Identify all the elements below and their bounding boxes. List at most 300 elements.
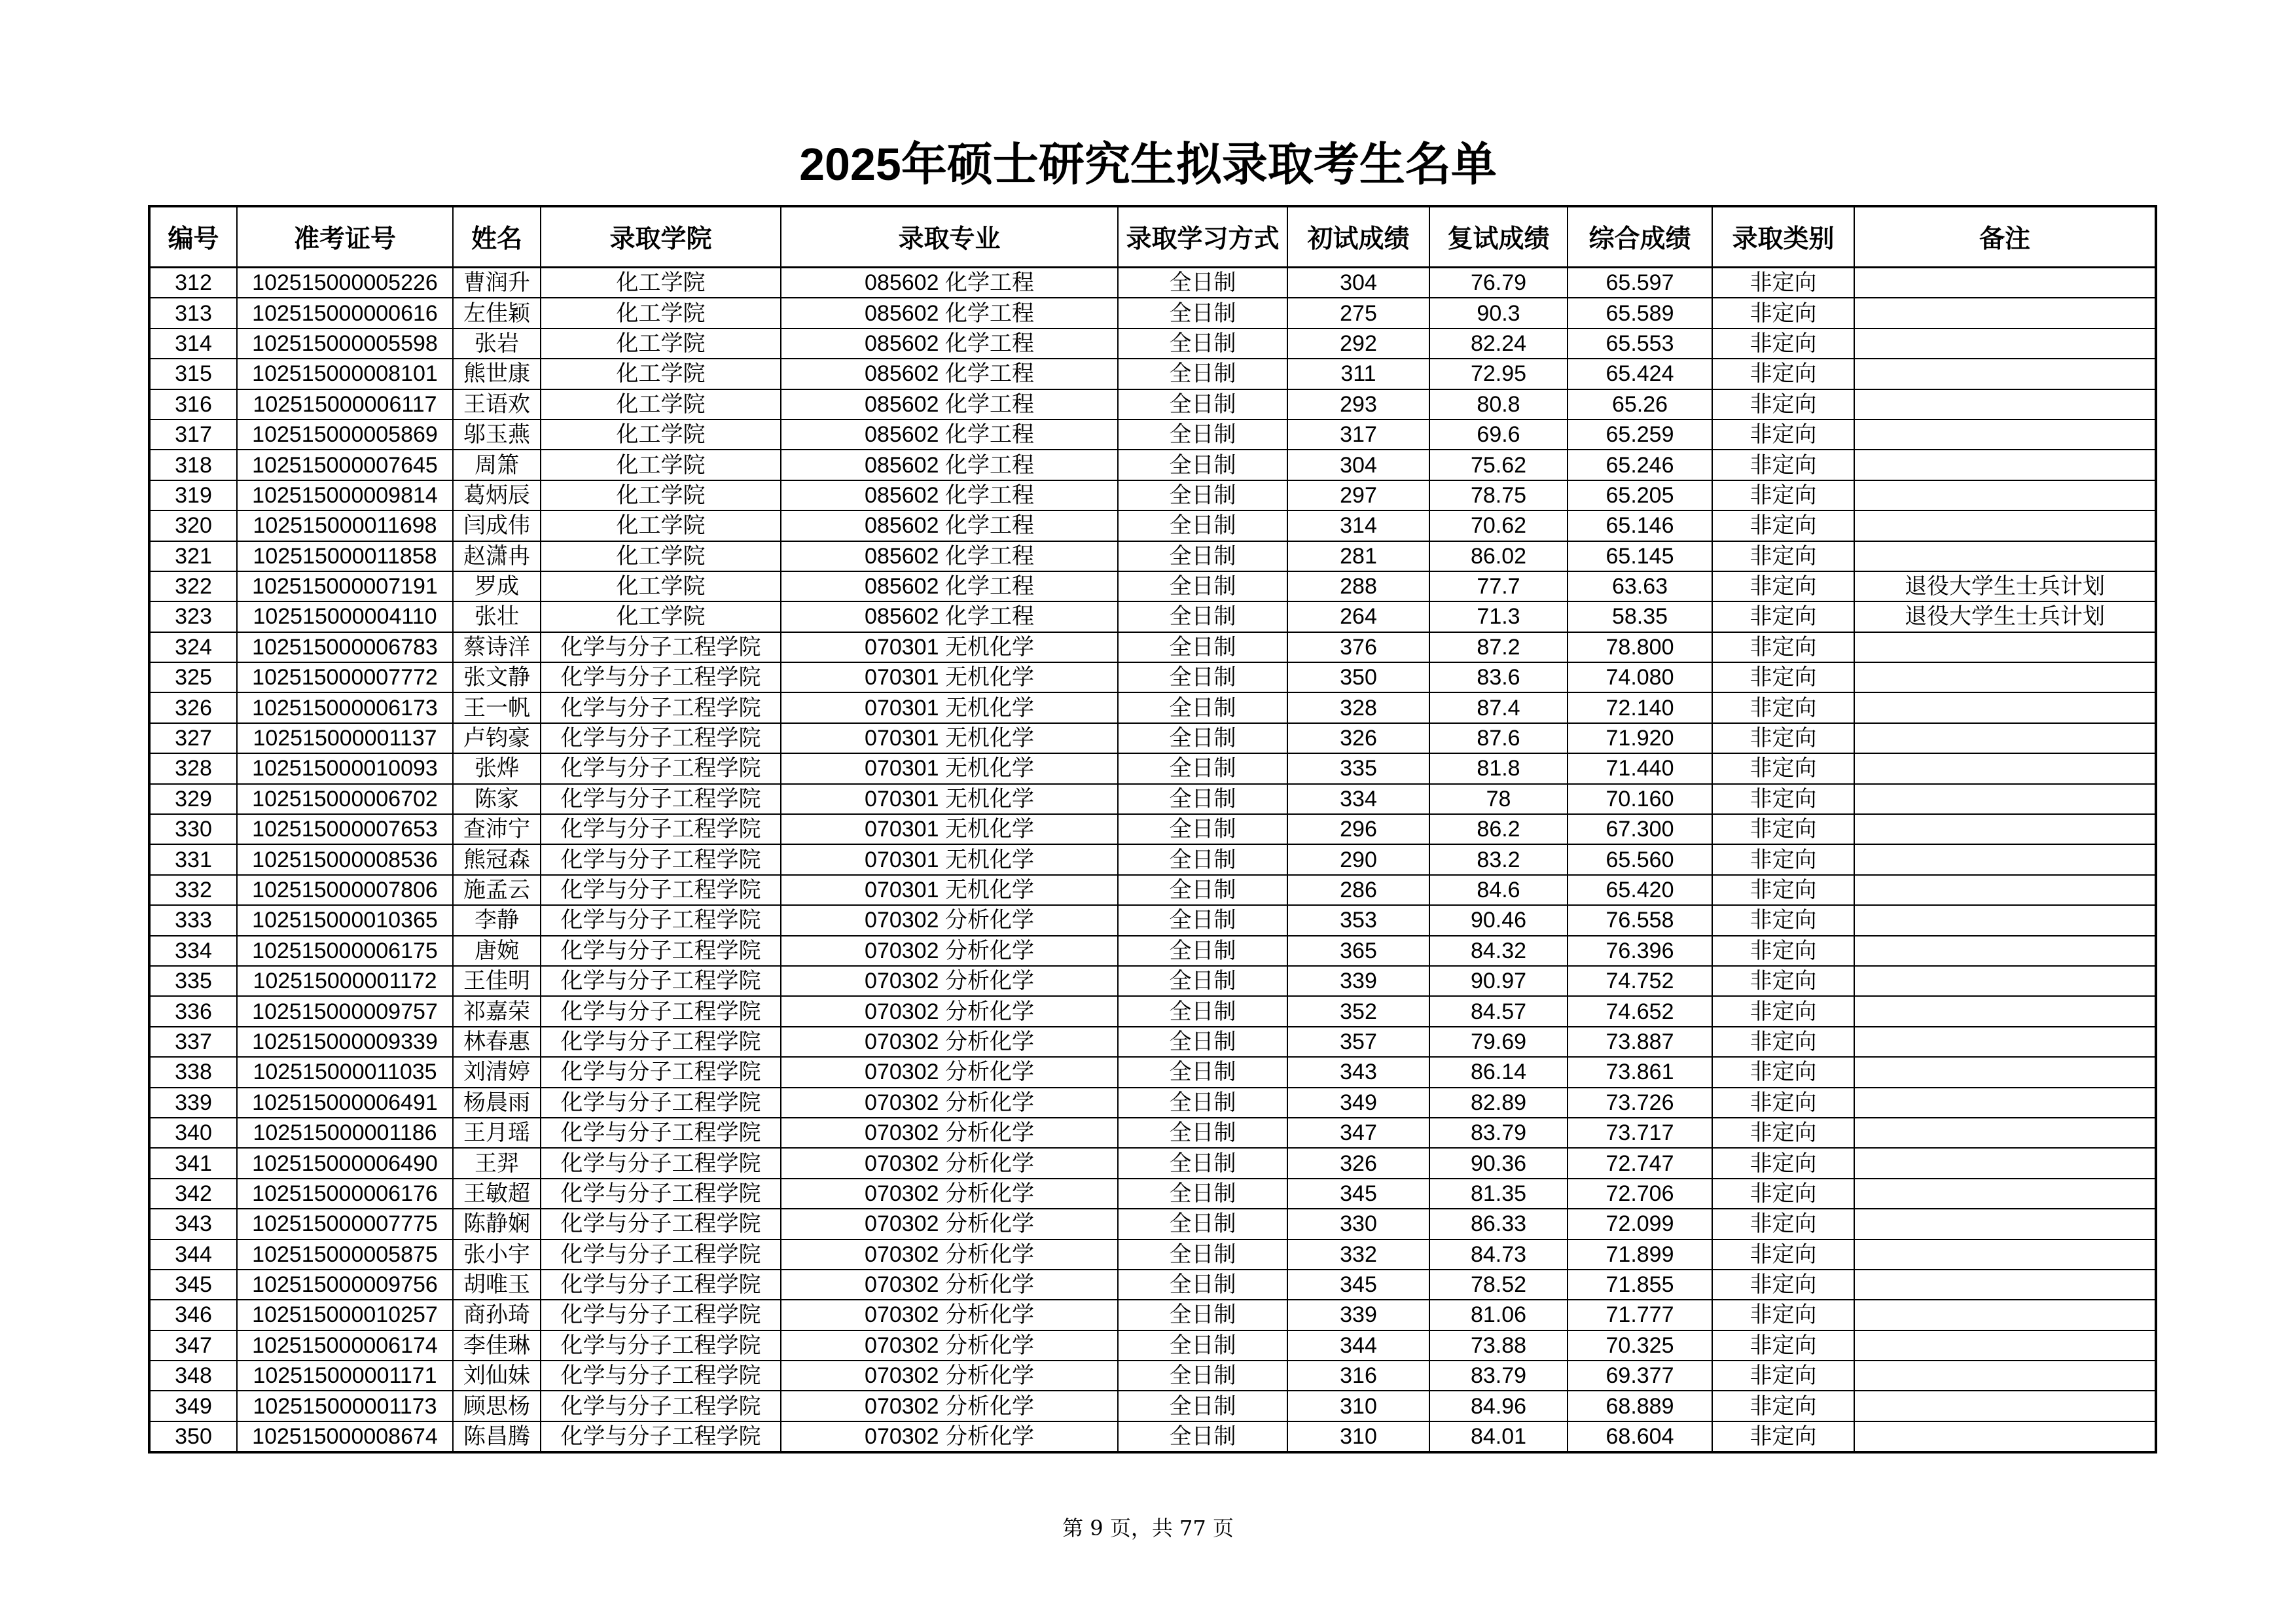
cell-study-mode: 全日制 — [1118, 692, 1287, 722]
cell-exam-id: 102515000011858 — [237, 541, 453, 571]
cell-name: 李佳琳 — [453, 1330, 541, 1361]
cell-study-mode: 全日制 — [1118, 753, 1287, 783]
cell-name: 罗成 — [453, 571, 541, 601]
cell-initial-score: 347 — [1287, 1118, 1429, 1148]
cell-index: 349 — [149, 1391, 237, 1421]
cell-initial-score: 326 — [1287, 723, 1429, 753]
cell-major: 070302 分析化学 — [781, 1179, 1118, 1209]
table-row — [149, 662, 2156, 692]
col-header-initial-score: 初试成绩 — [1287, 206, 1429, 268]
cell-college: 化学与分子工程学院 — [541, 1270, 781, 1300]
cell-remark — [1854, 662, 2156, 692]
cell-category: 非定向 — [1712, 936, 1854, 966]
cell-name: 查沛宁 — [453, 814, 541, 844]
cell-college: 化工学院 — [541, 359, 781, 389]
cell-retest-score: 78 — [1429, 784, 1568, 814]
cell-college: 化学与分子工程学院 — [541, 1088, 781, 1118]
cell-index: 318 — [149, 450, 237, 480]
cell-index: 337 — [149, 1027, 237, 1057]
cell-index: 319 — [149, 480, 237, 510]
cell-college: 化工学院 — [541, 298, 781, 328]
cell-remark — [1854, 510, 2156, 541]
cell-retest-score: 72.95 — [1429, 359, 1568, 389]
cell-index: 331 — [149, 844, 237, 874]
cell-name: 王敏超 — [453, 1179, 541, 1209]
table-row — [149, 571, 2156, 601]
cell-retest-score: 81.06 — [1429, 1300, 1568, 1330]
cell-study-mode: 全日制 — [1118, 996, 1287, 1026]
cell-name: 商孙琦 — [453, 1300, 541, 1330]
cell-remark — [1854, 905, 2156, 935]
cell-category: 非定向 — [1712, 1330, 1854, 1361]
cell-retest-score: 84.57 — [1429, 996, 1568, 1026]
table-row — [149, 1361, 2156, 1391]
cell-category: 非定向 — [1712, 662, 1854, 692]
cell-index: 332 — [149, 875, 237, 905]
cell-college: 化学与分子工程学院 — [541, 1027, 781, 1057]
cell-study-mode: 全日制 — [1118, 1391, 1287, 1421]
cell-college: 化学与分子工程学院 — [541, 1330, 781, 1361]
cell-name: 闫成伟 — [453, 510, 541, 541]
cell-index: 330 — [149, 814, 237, 844]
cell-category: 非定向 — [1712, 1179, 1854, 1209]
cell-retest-score: 86.02 — [1429, 541, 1568, 571]
cell-total-score: 73.726 — [1568, 1088, 1712, 1118]
cell-college: 化学与分子工程学院 — [541, 1391, 781, 1421]
cell-major: 070301 无机化学 — [781, 814, 1118, 844]
cell-study-mode: 全日制 — [1118, 601, 1287, 632]
table-row — [149, 966, 2156, 996]
cell-study-mode: 全日制 — [1118, 936, 1287, 966]
cell-category: 非定向 — [1712, 905, 1854, 935]
cell-college: 化学与分子工程学院 — [541, 996, 781, 1026]
cell-name: 葛炳辰 — [453, 480, 541, 510]
cell-total-score: 70.325 — [1568, 1330, 1712, 1361]
table-row — [149, 632, 2156, 662]
cell-total-score: 69.377 — [1568, 1361, 1712, 1391]
cell-name: 蔡诗洋 — [453, 632, 541, 662]
cell-exam-id: 102515000007775 — [237, 1209, 453, 1239]
cell-study-mode: 全日制 — [1118, 1027, 1287, 1057]
col-header-remark: 备注 — [1854, 206, 2156, 268]
cell-major: 070301 无机化学 — [781, 723, 1118, 753]
cell-study-mode: 全日制 — [1118, 1361, 1287, 1391]
cell-major: 070302 分析化学 — [781, 1209, 1118, 1239]
table-row — [149, 298, 2156, 328]
cell-exam-id: 102515000007772 — [237, 662, 453, 692]
cell-study-mode: 全日制 — [1118, 329, 1287, 359]
cell-initial-score: 292 — [1287, 329, 1429, 359]
cell-initial-score: 304 — [1287, 268, 1429, 298]
cell-retest-score: 86.14 — [1429, 1057, 1568, 1087]
cell-study-mode: 全日制 — [1118, 1270, 1287, 1300]
cell-retest-score: 83.79 — [1429, 1361, 1568, 1391]
table-row — [149, 480, 2156, 510]
cell-remark: 退役大学生士兵计划 — [1854, 601, 2156, 632]
cell-initial-score: 288 — [1287, 571, 1429, 601]
cell-initial-score: 332 — [1287, 1240, 1429, 1270]
cell-category: 非定向 — [1712, 844, 1854, 874]
cell-remark — [1854, 723, 2156, 753]
cell-retest-score: 78.75 — [1429, 480, 1568, 510]
cell-initial-score: 334 — [1287, 784, 1429, 814]
cell-index: 338 — [149, 1057, 237, 1087]
cell-initial-score: 343 — [1287, 1057, 1429, 1087]
cell-college: 化学与分子工程学院 — [541, 1300, 781, 1330]
cell-index: 334 — [149, 936, 237, 966]
cell-initial-score: 330 — [1287, 1209, 1429, 1239]
cell-retest-score: 83.2 — [1429, 844, 1568, 874]
cell-study-mode: 全日制 — [1118, 1421, 1287, 1452]
cell-category: 非定向 — [1712, 1057, 1854, 1087]
cell-major: 085602 化学工程 — [781, 329, 1118, 359]
table-row — [149, 541, 2156, 571]
cell-exam-id: 102515000006174 — [237, 1330, 453, 1361]
cell-name: 刘清婷 — [453, 1057, 541, 1087]
cell-college: 化工学院 — [541, 389, 781, 419]
cell-major: 070301 无机化学 — [781, 844, 1118, 874]
cell-major: 070301 无机化学 — [781, 753, 1118, 783]
cell-index: 346 — [149, 1300, 237, 1330]
cell-retest-score: 84.32 — [1429, 936, 1568, 966]
cell-category: 非定向 — [1712, 723, 1854, 753]
cell-name: 林春惠 — [453, 1027, 541, 1057]
cell-retest-score: 71.3 — [1429, 601, 1568, 632]
cell-total-score: 73.887 — [1568, 1027, 1712, 1057]
col-header-study-mode: 录取学习方式 — [1118, 206, 1287, 268]
cell-total-score: 72.099 — [1568, 1209, 1712, 1239]
cell-retest-score: 86.2 — [1429, 814, 1568, 844]
cell-exam-id: 102515000005226 — [237, 268, 453, 298]
table-row — [149, 936, 2156, 966]
cell-category: 非定向 — [1712, 571, 1854, 601]
table-row — [149, 1270, 2156, 1300]
cell-remark — [1854, 1330, 2156, 1361]
cell-major: 085602 化学工程 — [781, 419, 1118, 450]
cell-retest-score: 84.6 — [1429, 875, 1568, 905]
cell-retest-score: 77.7 — [1429, 571, 1568, 601]
cell-exam-id: 102515000006117 — [237, 389, 453, 419]
cell-total-score: 65.145 — [1568, 541, 1712, 571]
cell-college: 化学与分子工程学院 — [541, 1240, 781, 1270]
cell-college: 化学与分子工程学院 — [541, 723, 781, 753]
cell-college: 化学与分子工程学院 — [541, 1421, 781, 1452]
cell-initial-score: 290 — [1287, 844, 1429, 874]
cell-exam-id: 102515000009339 — [237, 1027, 453, 1057]
cell-remark — [1854, 389, 2156, 419]
cell-category: 非定向 — [1712, 480, 1854, 510]
cell-index: 336 — [149, 996, 237, 1026]
page-footer: 第 9 页，共 77 页 — [1062, 1516, 1234, 1541]
cell-initial-score: 311 — [1287, 359, 1429, 389]
cell-initial-score: 339 — [1287, 966, 1429, 996]
cell-index: 333 — [149, 905, 237, 935]
cell-remark — [1854, 541, 2156, 571]
cell-exam-id: 102515000005869 — [237, 419, 453, 450]
table-row — [149, 1118, 2156, 1148]
cell-exam-id: 102515000001173 — [237, 1391, 453, 1421]
cell-remark — [1854, 1361, 2156, 1391]
cell-college: 化学与分子工程学院 — [541, 936, 781, 966]
cell-remark — [1854, 814, 2156, 844]
admission-table — [148, 205, 2157, 1454]
cell-major: 070302 分析化学 — [781, 1421, 1118, 1452]
cell-category: 非定向 — [1712, 1270, 1854, 1300]
cell-college: 化学与分子工程学院 — [541, 966, 781, 996]
cell-name: 左佳颖 — [453, 298, 541, 328]
cell-study-mode: 全日制 — [1118, 571, 1287, 601]
cell-exam-id: 102515000006702 — [237, 784, 453, 814]
cell-exam-id: 102515000007645 — [237, 450, 453, 480]
cell-college: 化学与分子工程学院 — [541, 753, 781, 783]
cell-major: 070302 分析化学 — [781, 1027, 1118, 1057]
cell-major: 070302 分析化学 — [781, 1330, 1118, 1361]
cell-remark — [1854, 1088, 2156, 1118]
cell-category: 非定向 — [1712, 1209, 1854, 1239]
table-row — [149, 329, 2156, 359]
cell-initial-score: 310 — [1287, 1421, 1429, 1452]
cell-index: 339 — [149, 1088, 237, 1118]
cell-name: 施孟云 — [453, 875, 541, 905]
cell-initial-score: 339 — [1287, 1300, 1429, 1330]
table-row — [149, 450, 2156, 480]
cell-remark — [1854, 1118, 2156, 1148]
cell-category: 非定向 — [1712, 875, 1854, 905]
cell-exam-id: 102515000004110 — [237, 601, 453, 632]
table-row — [149, 905, 2156, 935]
cell-index: 347 — [149, 1330, 237, 1361]
cell-remark — [1854, 966, 2156, 996]
cell-category: 非定向 — [1712, 450, 1854, 480]
cell-total-score: 73.717 — [1568, 1118, 1712, 1148]
col-header-retest-score: 复试成绩 — [1429, 206, 1568, 268]
cell-initial-score: 293 — [1287, 389, 1429, 419]
cell-major: 085602 化学工程 — [781, 268, 1118, 298]
cell-major: 085602 化学工程 — [781, 480, 1118, 510]
cell-college: 化工学院 — [541, 541, 781, 571]
cell-total-score: 71.440 — [1568, 753, 1712, 783]
cell-name: 张岩 — [453, 329, 541, 359]
cell-name: 邬玉燕 — [453, 419, 541, 450]
col-header-college: 录取学院 — [541, 206, 781, 268]
cell-study-mode: 全日制 — [1118, 510, 1287, 541]
cell-initial-score: 328 — [1287, 692, 1429, 722]
cell-category: 非定向 — [1712, 298, 1854, 328]
cell-study-mode: 全日制 — [1118, 1118, 1287, 1148]
cell-remark — [1854, 692, 2156, 722]
cell-exam-id: 102515000005598 — [237, 329, 453, 359]
cell-category: 非定向 — [1712, 1118, 1854, 1148]
cell-exam-id: 102515000007191 — [237, 571, 453, 601]
cell-index: 320 — [149, 510, 237, 541]
cell-remark — [1854, 1300, 2156, 1330]
cell-remark — [1854, 1209, 2156, 1239]
cell-index: 315 — [149, 359, 237, 389]
cell-remark — [1854, 1270, 2156, 1300]
cell-initial-score: 365 — [1287, 936, 1429, 966]
cell-category: 非定向 — [1712, 601, 1854, 632]
cell-total-score: 71.855 — [1568, 1270, 1712, 1300]
cell-name: 周箫 — [453, 450, 541, 480]
cell-major: 070302 分析化学 — [781, 1270, 1118, 1300]
table-row — [149, 1330, 2156, 1361]
cell-initial-score: 310 — [1287, 1391, 1429, 1421]
cell-total-score: 65.26 — [1568, 389, 1712, 419]
cell-total-score: 72.140 — [1568, 692, 1712, 722]
cell-major: 085602 化学工程 — [781, 601, 1118, 632]
cell-name: 张文静 — [453, 662, 541, 692]
table-row — [149, 1088, 2156, 1118]
cell-total-score: 74.080 — [1568, 662, 1712, 692]
cell-retest-score: 80.8 — [1429, 389, 1568, 419]
cell-name: 顾思杨 — [453, 1391, 541, 1421]
cell-study-mode: 全日制 — [1118, 1057, 1287, 1087]
cell-index: 321 — [149, 541, 237, 571]
cell-exam-id: 102515000008536 — [237, 844, 453, 874]
cell-name: 刘仙妹 — [453, 1361, 541, 1391]
cell-remark — [1854, 875, 2156, 905]
cell-total-score: 68.604 — [1568, 1421, 1712, 1452]
cell-total-score: 70.160 — [1568, 784, 1712, 814]
cell-college: 化学与分子工程学院 — [541, 692, 781, 722]
cell-exam-id: 102515000011698 — [237, 510, 453, 541]
cell-total-score: 65.589 — [1568, 298, 1712, 328]
table-row — [149, 359, 2156, 389]
table-row — [149, 1209, 2156, 1239]
table-header-row — [149, 206, 2156, 268]
cell-retest-score: 86.33 — [1429, 1209, 1568, 1239]
cell-major: 070302 分析化学 — [781, 905, 1118, 935]
cell-retest-score: 81.35 — [1429, 1179, 1568, 1209]
cell-study-mode: 全日制 — [1118, 662, 1287, 692]
cell-index: 335 — [149, 966, 237, 996]
cell-major: 070302 分析化学 — [781, 996, 1118, 1026]
cell-major: 070302 分析化学 — [781, 936, 1118, 966]
cell-initial-score: 345 — [1287, 1270, 1429, 1300]
cell-exam-id: 102515000001186 — [237, 1118, 453, 1148]
cell-retest-score: 87.4 — [1429, 692, 1568, 722]
cell-remark — [1854, 784, 2156, 814]
cell-remark — [1854, 844, 2156, 874]
cell-exam-id: 102515000001172 — [237, 966, 453, 996]
table-row — [149, 814, 2156, 844]
cell-study-mode: 全日制 — [1118, 966, 1287, 996]
cell-major: 070302 分析化学 — [781, 1240, 1118, 1270]
col-header-major: 录取专业 — [781, 206, 1118, 268]
cell-category: 非定向 — [1712, 966, 1854, 996]
cell-major: 070302 分析化学 — [781, 1391, 1118, 1421]
cell-major: 070302 分析化学 — [781, 966, 1118, 996]
table-row — [149, 389, 2156, 419]
cell-category: 非定向 — [1712, 996, 1854, 1026]
cell-major: 070302 分析化学 — [781, 1148, 1118, 1178]
cell-major: 070302 分析化学 — [781, 1088, 1118, 1118]
cell-total-score: 74.652 — [1568, 996, 1712, 1026]
cell-index: 342 — [149, 1179, 237, 1209]
cell-category: 非定向 — [1712, 268, 1854, 298]
cell-initial-score: 316 — [1287, 1361, 1429, 1391]
cell-initial-score: 352 — [1287, 996, 1429, 1026]
cell-college: 化学与分子工程学院 — [541, 784, 781, 814]
cell-category: 非定向 — [1712, 814, 1854, 844]
cell-major: 070301 无机化学 — [781, 784, 1118, 814]
cell-initial-score: 296 — [1287, 814, 1429, 844]
cell-retest-score: 75.62 — [1429, 450, 1568, 480]
cell-exam-id: 102515000009756 — [237, 1270, 453, 1300]
cell-category: 非定向 — [1712, 1027, 1854, 1057]
cell-initial-score: 353 — [1287, 905, 1429, 935]
cell-study-mode: 全日制 — [1118, 1209, 1287, 1239]
cell-retest-score: 73.88 — [1429, 1330, 1568, 1361]
cell-total-score: 65.420 — [1568, 875, 1712, 905]
cell-exam-id: 102515000008101 — [237, 359, 453, 389]
cell-study-mode: 全日制 — [1118, 450, 1287, 480]
cell-major: 085602 化学工程 — [781, 389, 1118, 419]
cell-category: 非定向 — [1712, 632, 1854, 662]
cell-category: 非定向 — [1712, 541, 1854, 571]
cell-total-score: 71.899 — [1568, 1240, 1712, 1270]
cell-index: 317 — [149, 419, 237, 450]
cell-remark — [1854, 1148, 2156, 1178]
cell-total-score: 73.861 — [1568, 1057, 1712, 1087]
cell-exam-id: 102515000001137 — [237, 723, 453, 753]
cell-study-mode: 全日制 — [1118, 1148, 1287, 1178]
cell-college: 化工学院 — [541, 329, 781, 359]
cell-total-score: 65.424 — [1568, 359, 1712, 389]
table-row — [149, 510, 2156, 541]
table-body — [149, 268, 2156, 1453]
cell-initial-score: 344 — [1287, 1330, 1429, 1361]
cell-remark — [1854, 1179, 2156, 1209]
cell-remark — [1854, 329, 2156, 359]
cell-name: 胡唯玉 — [453, 1270, 541, 1300]
cell-name: 张小宇 — [453, 1240, 541, 1270]
cell-initial-score: 317 — [1287, 419, 1429, 450]
cell-index: 344 — [149, 1240, 237, 1270]
cell-category: 非定向 — [1712, 359, 1854, 389]
cell-category: 非定向 — [1712, 1300, 1854, 1330]
cell-college: 化工学院 — [541, 571, 781, 601]
col-header-category: 录取类别 — [1712, 206, 1854, 268]
cell-study-mode: 全日制 — [1118, 844, 1287, 874]
cell-index: 313 — [149, 298, 237, 328]
cell-study-mode: 全日制 — [1118, 480, 1287, 510]
cell-college: 化学与分子工程学院 — [541, 844, 781, 874]
cell-name: 卢钧豪 — [453, 723, 541, 753]
cell-index: 329 — [149, 784, 237, 814]
cell-category: 非定向 — [1712, 510, 1854, 541]
cell-study-mode: 全日制 — [1118, 359, 1287, 389]
cell-major: 070301 无机化学 — [781, 662, 1118, 692]
cell-college: 化工学院 — [541, 450, 781, 480]
cell-total-score: 63.63 — [1568, 571, 1712, 601]
cell-major: 070302 分析化学 — [781, 1057, 1118, 1087]
cell-total-score: 78.800 — [1568, 632, 1712, 662]
cell-study-mode: 全日制 — [1118, 1088, 1287, 1118]
cell-index: 350 — [149, 1421, 237, 1452]
cell-total-score: 76.396 — [1568, 936, 1712, 966]
cell-retest-score: 87.2 — [1429, 632, 1568, 662]
cell-major: 070302 分析化学 — [781, 1118, 1118, 1148]
cell-total-score: 65.560 — [1568, 844, 1712, 874]
cell-remark — [1854, 1027, 2156, 1057]
table-row — [149, 1300, 2156, 1330]
cell-total-score: 72.747 — [1568, 1148, 1712, 1178]
cell-retest-score: 82.24 — [1429, 329, 1568, 359]
cell-name: 李静 — [453, 905, 541, 935]
cell-exam-id: 102515000009757 — [237, 996, 453, 1026]
cell-initial-score: 357 — [1287, 1027, 1429, 1057]
